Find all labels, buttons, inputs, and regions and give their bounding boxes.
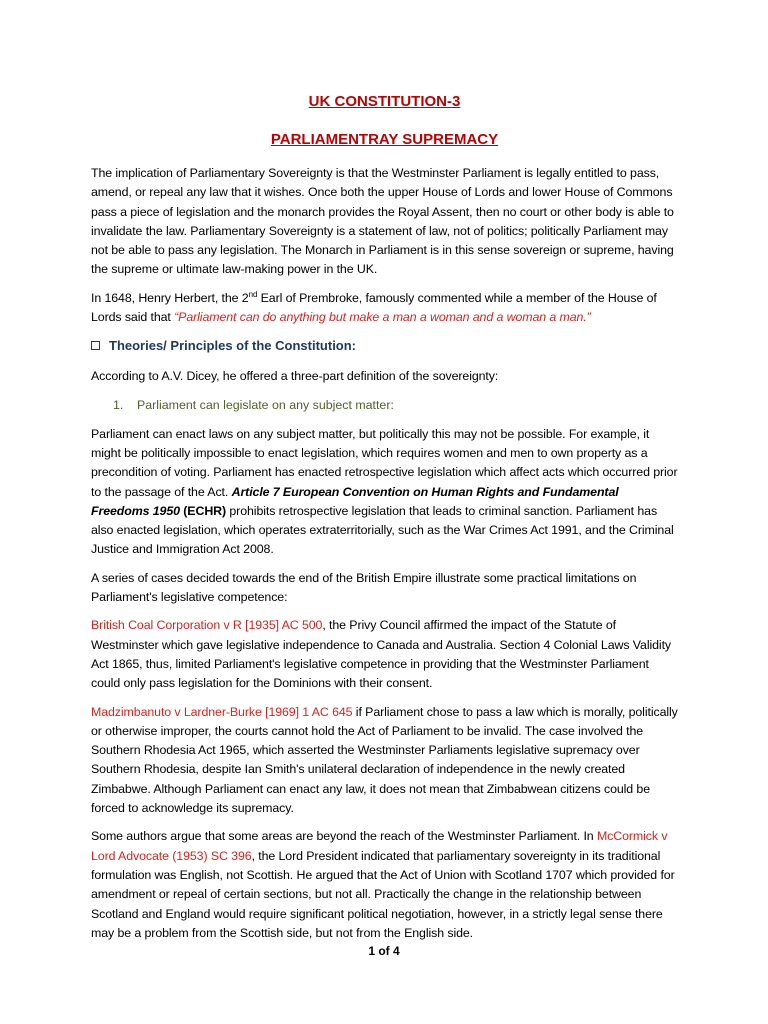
para7-text2: , the Lord President indicated that parliamentary sovereignty in its traditional formulation was English, not Scottish. He argued that the Act of Union with Scotland 1707 which provided for amendment or repeal of certain sections, but not all. Practically the change in the relationship between Scotland and England would require significant political negotiation, however, in a strictly legal sense there may be a problem from the Scottish side, but not from the English side. <box>91 848 675 940</box>
para5-text: , the Privy Council affirmed the impact of the Statute of Westminster which gave legislative independence to Canada and Australia. Section 4 Colonial Laws Validity Act 1865, thus, limited Parliament's legislative competence in providing that the Westminster Parliament could only pass legislation for the Dominions with their consent. <box>91 618 672 691</box>
paragraph-madzimbanuto <box>91 703 678 819</box>
paragraph-mccormick <box>91 827 678 943</box>
paragraph-british-empire: A series of cases decided towards the end of the British Empire illustrate some practical limitations on Parliament's legislative competence: <box>91 570 637 605</box>
numbered-item-number: 1. <box>113 397 124 412</box>
case-british-coal: British Coal Corporation v R [1935] AC 500 <box>91 618 323 633</box>
paragraph-subject-matter <box>91 425 678 560</box>
case-mccormick: McCormick v Lord Advocate (1953) SC 396 <box>91 829 668 863</box>
paragraph-sovereignty-implication: The implication of Parliamentary Sovereignty is that the Westminster Parliament is legally entitled to pass, amend, or repeal any law that it wishes. Once both the upper House of Lords and lower House of Commons pass a piece of legislation and the monarch provides the Royal Assent, then no court or other body is able to invalidate the law. Parliamentary Sovereignty is a statement of law, not of politics; politically Parliament may not be able to pass any legislation. The Monarch in Parliament is in this sense sovereign or supreme, having the supreme or ultimate law-making power in the UK. <box>91 166 674 277</box>
para2-sup: nd <box>248 289 258 299</box>
paragraph-dicey: According to A.V. Dicey, he offered a three-part definition of the sovereignty: <box>91 369 499 384</box>
document-subtitle: PARLIAMENTRAY SUPREMACY <box>270 131 499 148</box>
para6-text: if Parliament chose to pass a law which is morally, politically or otherwise improper, the courts cannot hold the Act of Parliament to be invalid. The case involved the Southern Rhodesia Act 1965, which asserted the Westminster Parliaments legislative supremacy over Southern Rhodesia, despite Ian Smith's unilateral declaration of independence in the newly created Zimbabwe. Although Parliament can enact any law, it does not mean that Zimbabwean citizens could be forced to acknowledge its supremacy. <box>91 704 678 816</box>
para3-text2: prohibits retrospective legislation that leads to criminal sanction. Parliament has also enacted legislation, which operates extraterritorially, such as the War Crimes Act 1991, and the Criminal Justice and Immigration Act 2008. <box>91 503 674 557</box>
para2-text-before: In 1648, Henry Herbert, the 2 <box>91 290 249 305</box>
document-title: UK CONSTITUTION-3 <box>308 93 461 110</box>
para3-article7: Article 7 European Convention on Human Rights and Fundamental Freedoms 1950 <box>91 484 619 518</box>
checkbox-bullet-icon <box>91 341 100 350</box>
paragraph-british-coal <box>91 616 678 693</box>
numbered-item-text: Parliament can legislate on any subject matter: <box>137 397 394 412</box>
case-madzimbanuto: Madzimbanuto v Lardner-Burke [1969] 1 AC 645 <box>91 704 353 719</box>
earl-quote: “Parliament can do anything but make a man a woman and a woman a man.” <box>174 310 591 325</box>
section-heading-text: Theories/ Principles of the Constitution: <box>109 338 357 354</box>
section-heading <box>91 336 678 355</box>
paragraph-earl-quote <box>91 289 678 328</box>
para2-text-after: Earl of Prembroke, famously commented while a member of the House of Lords said that <box>91 290 657 325</box>
para3-echr: (ECHR) <box>179 503 227 518</box>
page-number: 1 of 4 <box>368 944 400 958</box>
para7-text1: Some authors argue that some areas are beyond the reach of the Westminster Parliament. In <box>91 829 597 844</box>
para3-text1: Parliament can enact laws on any subject matter, but politically this may not be possible. For example, it might be politically impossible to enact legislation, which requires women and men to own property as a precondition of voting. Parliament has enacted retrospective legislation which affect acts which occurred prior to the passage of the Act. <box>91 426 678 499</box>
numbered-item <box>113 396 678 415</box>
